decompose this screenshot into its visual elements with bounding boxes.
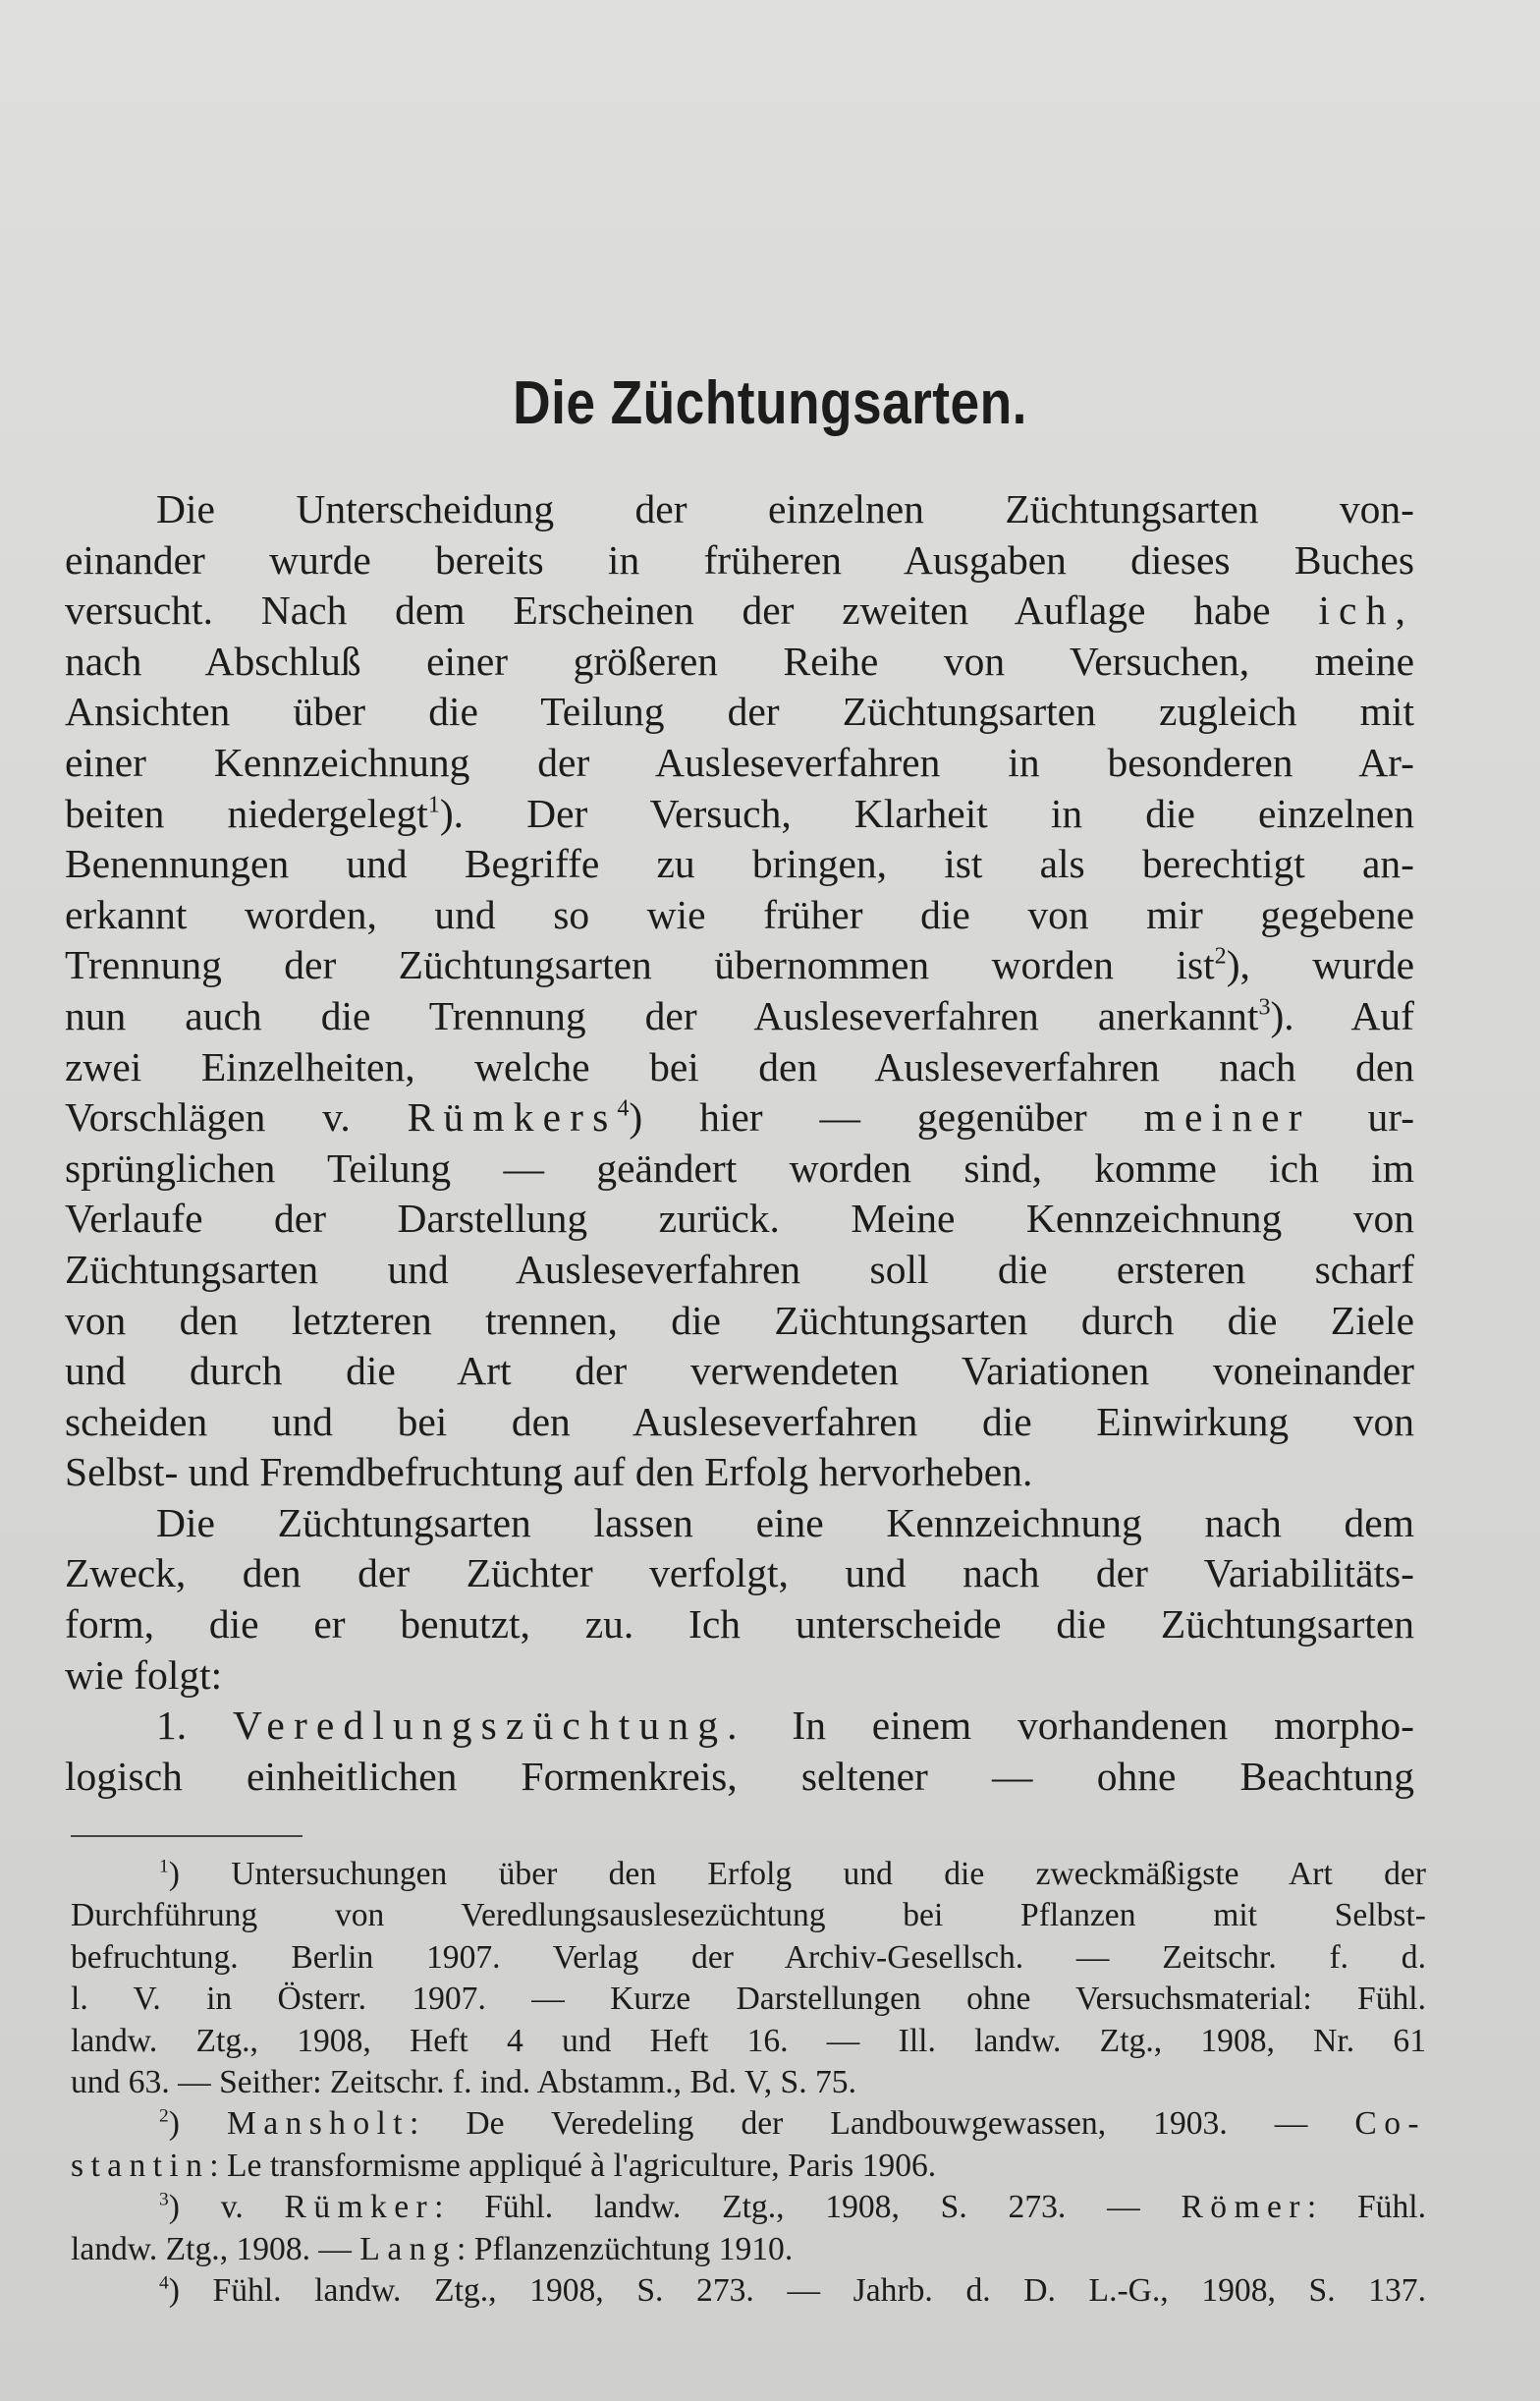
text-line: nun auch die Trennung der Ausleseverfahren anerkannt$^3$). Auf bbox=[65, 992, 1414, 1038]
footnote-line: landw. Ztg., 1908, Heft 4 und Heft 16. — Ill. landw. Ztg., 1908, Nr. 61 bbox=[71, 2022, 1426, 2059]
footnote-ref-1: 1 bbox=[427, 791, 440, 817]
text-line: Benennungen und Begriffe zu bringen, ist als berechtigt an- bbox=[65, 841, 1414, 887]
text-line: Selbst- und Fremdbefruchtung auf den Erfolg hervorheben. bbox=[65, 1449, 1033, 1495]
footnote-line: $^4$) Fühl. landw. Ztg., 1908, S. 273. — Jahrb. d. D. L.-G., 1908, S. 137. bbox=[159, 2271, 1426, 2309]
text-line: Vorschlägen v. Rümkers$^4$) hier — gegenüber meiner ur- bbox=[65, 1094, 1415, 1141]
footnotes bbox=[71, 1854, 1426, 2312]
footnote-line: befruchtung. Berlin 1907. Verlag der Archiv-Gesellsch. — Zeitschr. f. d. bbox=[71, 1938, 1426, 1976]
text-line: einander wurde bereits in früheren Ausgaben dieses Buches bbox=[65, 536, 1414, 583]
text-line: Zweck, den der Züchter verfolgt, und nach der Variabilitäts- bbox=[65, 1550, 1414, 1596]
text-line: versucht. Nach dem Erscheinen der zweiten Auflage habe ich, bbox=[65, 587, 1414, 634]
text-line: form, die er benutzt, zu. Ich unterscheide die Züchtungsarten bbox=[65, 1601, 1414, 1647]
text-line: 1. Veredlungszüchtung. In einem vorhandenen morpho- bbox=[156, 1703, 1415, 1749]
footnote-ref-3: 3 bbox=[1258, 994, 1271, 1021]
footnote-line: $^1$) Untersuchungen über den Erfolg und die zweckmäßigste Art der bbox=[159, 1856, 1426, 1892]
text-line: einer Kennzeichnung der Ausleseverfahren in besonderen Ar- bbox=[65, 739, 1414, 785]
text-line: Ansichten über die Teilung der Züchtungsarten zugleich mit bbox=[65, 689, 1414, 735]
text-line: scheiden und bei den Ausleseverfahren die Einwirkung von bbox=[65, 1398, 1414, 1444]
text-line: Züchtungsarten und Ausleseverfahren soll die ersteren scharf bbox=[65, 1246, 1414, 1292]
text-line: und durch die Art der verwendeten Variationen voneinander bbox=[65, 1348, 1414, 1394]
text-line: Trennung der Züchtungsarten übernommen worden ist$^2$), wurde bbox=[65, 942, 1414, 988]
footnote-line: stantin: Le transformisme appliqué à l'agriculture, Paris 1906. bbox=[71, 2147, 937, 2184]
footnote-line: l. V. in Österr. 1907. — Kurze Darstellungen ohne Versuchsmaterial: Fühl. bbox=[71, 1981, 1426, 2018]
footnote-line: und 63. — Seither: Zeitschr. f. ind. Abstamm., Bd. V, S. 75. bbox=[71, 2063, 856, 2100]
text-line: beiten niedergelegt$^1$). Der Versuch, Klarheit in die einzelnen bbox=[65, 790, 1414, 836]
text-line: Verlaufe der Darstellung zurück. Meine Kennzeichnung von bbox=[65, 1196, 1414, 1242]
footnote-ref-2: 2 bbox=[1214, 943, 1227, 970]
section-term: Veredlungszüchtung. bbox=[232, 1703, 746, 1749]
footnote-line: landw. Ztg., 1908. — Lang: Pflanzenzüchtung 1910. bbox=[71, 2230, 794, 2267]
footnote-line: $^2$) Mansholt: De Veredeling der Landbouwgewassen, 1903. — Co- bbox=[159, 2105, 1426, 2143]
footnote-line: Durchführung von Veredlungsauslesezüchtung bei Pflanzen mit Selbst- bbox=[71, 1897, 1426, 1934]
body-text bbox=[65, 484, 1414, 1802]
chapter-title: Die Züchtungsarten. bbox=[513, 369, 1027, 437]
footnote-separator bbox=[71, 1835, 302, 1837]
text-line: erkannt worden, und so wie früher die von mir gegebene bbox=[65, 891, 1414, 937]
author-name: Rümkers bbox=[407, 1094, 618, 1141]
text-line: logisch einheitlichen Formenkreis, seltener — ohne Beachtung bbox=[65, 1753, 1414, 1799]
footnote-line: $^3$) v. Rümker: Fühl. landw. Ztg., 1908, S. 273. — Römer: Fühl. bbox=[159, 2189, 1426, 2226]
text-line: Die Züchtungsarten lassen eine Kennzeichnung nach dem bbox=[156, 1499, 1414, 1545]
text-line: sprünglichen Teilung — geändert worden sind, komme ich im bbox=[65, 1145, 1414, 1191]
text-line: nach Abschluß einer größeren Reihe von Versuchen, meine bbox=[65, 638, 1414, 684]
text-line: Die Unterscheidung der einzelnen Züchtungsarten von- bbox=[156, 486, 1414, 531]
text-line: von den letzteren trennen, die Züchtungsarten durch die Ziele bbox=[65, 1297, 1414, 1343]
text-line: zwei Einzelheiten, welche bei den Ausleseverfahren nach den bbox=[65, 1043, 1414, 1089]
text-line: wie folgt: bbox=[65, 1651, 223, 1698]
footnote-ref-4: 4 bbox=[617, 1095, 630, 1122]
